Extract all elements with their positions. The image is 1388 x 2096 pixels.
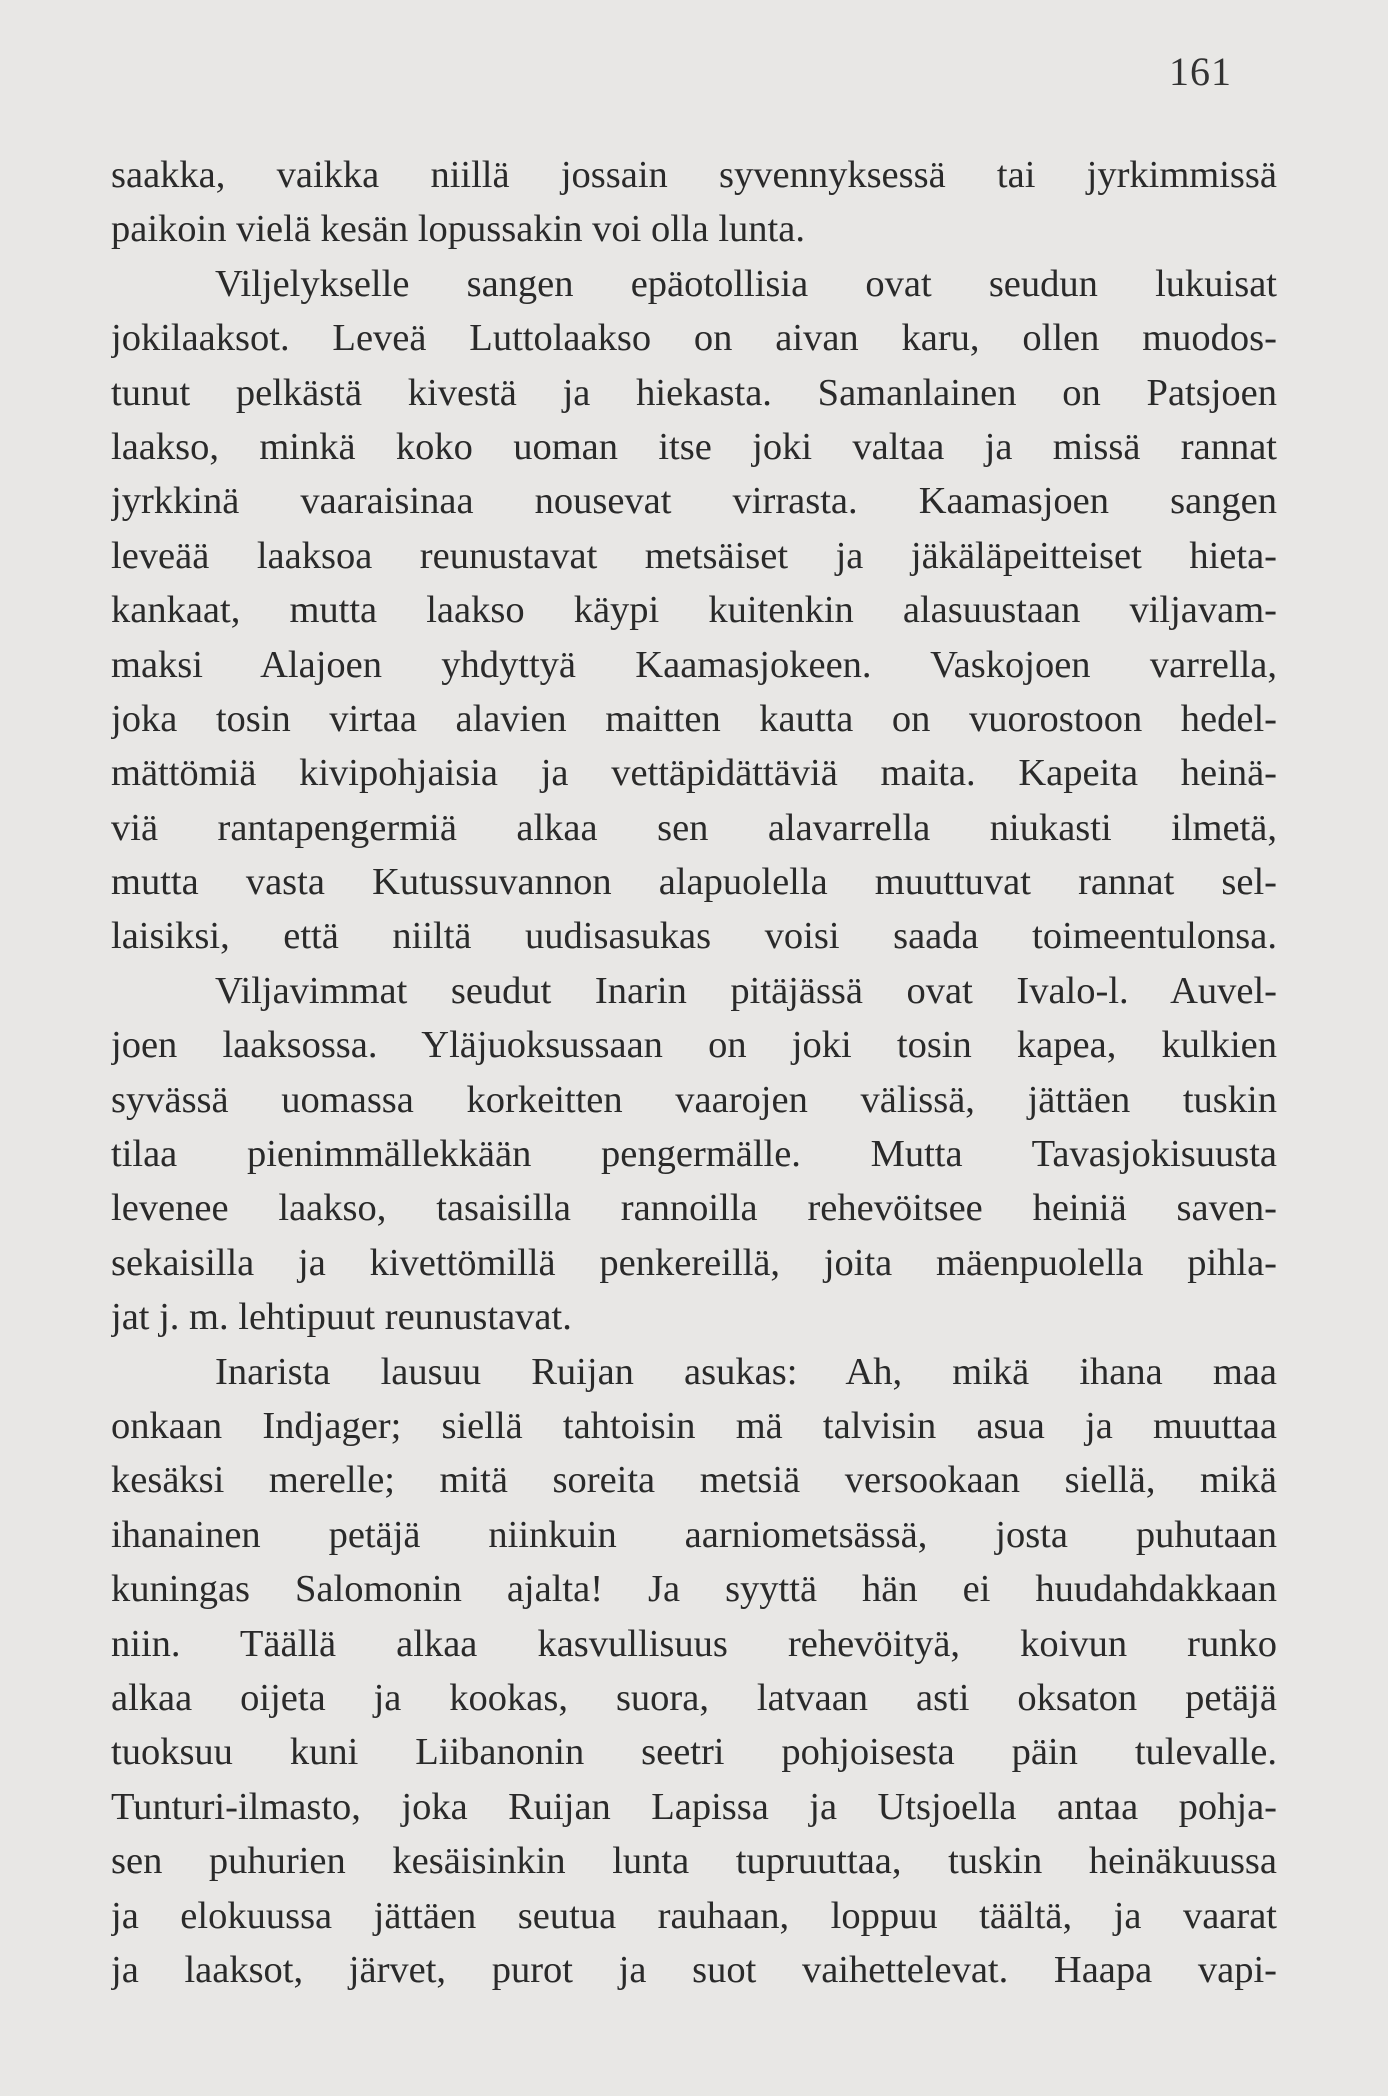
text-line: kankaat, mutta laakso käypi kuitenkin alasuustaan viljavam- xyxy=(111,589,1277,632)
text-line: kesäksi merelle; mitä soreita metsiä versookaan siellä, mikä xyxy=(111,1459,1277,1502)
text-line: saakka, vaikka niillä jossain syvennyksessä tai jyrkimmissä xyxy=(111,154,1277,196)
page-number: 161 xyxy=(1169,49,1232,94)
text-line: maksi Alajoen yhdyttyä Kaamasjokeen. Vaskojoen varrella, xyxy=(111,643,1277,686)
text-line: viä rantapengermiä alkaa sen alavarrella niukasti ilmetä, xyxy=(111,806,1277,849)
text-line: jat j. m. lehtipuut reunustavat. xyxy=(111,1296,572,1339)
text-line: kuningas Salomonin ajalta! Ja syyttä hän ei huudahdakkaan xyxy=(111,1568,1277,1611)
text-line: syvässä uomassa korkeitten vaarojen välissä, jättäen tuskin xyxy=(111,1078,1277,1121)
text-line: joen laaksossa. Yläjuoksussaan on joki tosin kapea, kulkien xyxy=(111,1024,1277,1067)
text-line: niin. Täällä alkaa kasvullisuus rehevöityä, koivun runko xyxy=(111,1622,1277,1665)
text-line: levenee laakso, tasaisilla rannoilla rehevöitsee heiniä saven- xyxy=(111,1187,1277,1230)
text-line: mutta vasta Kutussuvannon alapuolella muuttuvat rannat sel- xyxy=(111,861,1277,904)
text-line: Viljelykselle sangen epäotollisia ovat seudun lukuisat xyxy=(215,262,1277,305)
text-line: jyrkkinä vaaraisinaa nousevat virrasta. Kaamasjoen sangen xyxy=(111,480,1277,523)
text-line: laisiksi, että niiltä uudisasukas voisi saada toimeentulonsa. xyxy=(111,915,1277,958)
text-line: alkaa oijeta ja kookas, suora, latvaan asti oksaton petäjä xyxy=(111,1676,1277,1719)
text-line: paikoin vielä kesän lopussakin voi olla lunta. xyxy=(111,208,805,251)
text-line: tunut pelkästä kivestä ja hiekasta. Samanlainen on Patsjoen xyxy=(111,371,1277,414)
text-line: ja elokuussa jättäen seutua rauhaan, loppuu täältä, ja vaarat xyxy=(111,1894,1277,1937)
text-line: Inarista lausuu Ruijan asukas: Ah, mikä ihana maa xyxy=(215,1350,1277,1393)
text-line: leveää laaksoa reunustavat metsäiset ja jäkäläpeitteiset hieta- xyxy=(111,534,1277,577)
text-line: tuoksuu kuni Liibanonin seetri pohjoisesta päin tulevalle. xyxy=(111,1731,1277,1774)
text-line: Viljavimmat seudut Inarin pitäjässä ovat Ivalo-l. Auvel- xyxy=(215,969,1277,1012)
text-line: jokilaaksot. Leveä Luttolaakso on aivan karu, ollen muodos- xyxy=(111,317,1277,360)
text-line: mättömiä kivipohjaisia ja vettäpidättäviä maita. Kapeita heinä- xyxy=(111,752,1277,795)
text-line: Tunturi-ilmasto, joka Ruijan Lapissa ja Utsjoella antaa pohja- xyxy=(111,1785,1277,1828)
body-text xyxy=(111,148,1277,1997)
text-line: onkaan Indjager; siellä tahtoisin mä talvisin asua ja muuttaa xyxy=(111,1404,1277,1447)
text-line: laakso, minkä koko uoman itse joki valtaa ja missä rannat xyxy=(111,425,1277,468)
text-line: tilaa pienimmällekkään pengermälle. Mutta Tavasjokisuusta xyxy=(111,1133,1277,1176)
text-line: sekaisilla ja kivettömillä penkereillä, joita mäenpuolella pihla- xyxy=(111,1241,1277,1284)
text-line: ihanainen petäjä niinkuin aarniometsässä, josta puhutaan xyxy=(111,1513,1277,1556)
text-line: ja laaksot, järvet, purot ja suot vaihettelevat. Haapa vapi- xyxy=(111,1948,1277,1991)
text-line: sen puhurien kesäisinkin lunta tupruuttaa, tuskin heinäkuussa xyxy=(111,1840,1277,1883)
text-line: joka tosin virtaa alavien maitten kautta on vuorostoon hedel- xyxy=(111,697,1277,740)
